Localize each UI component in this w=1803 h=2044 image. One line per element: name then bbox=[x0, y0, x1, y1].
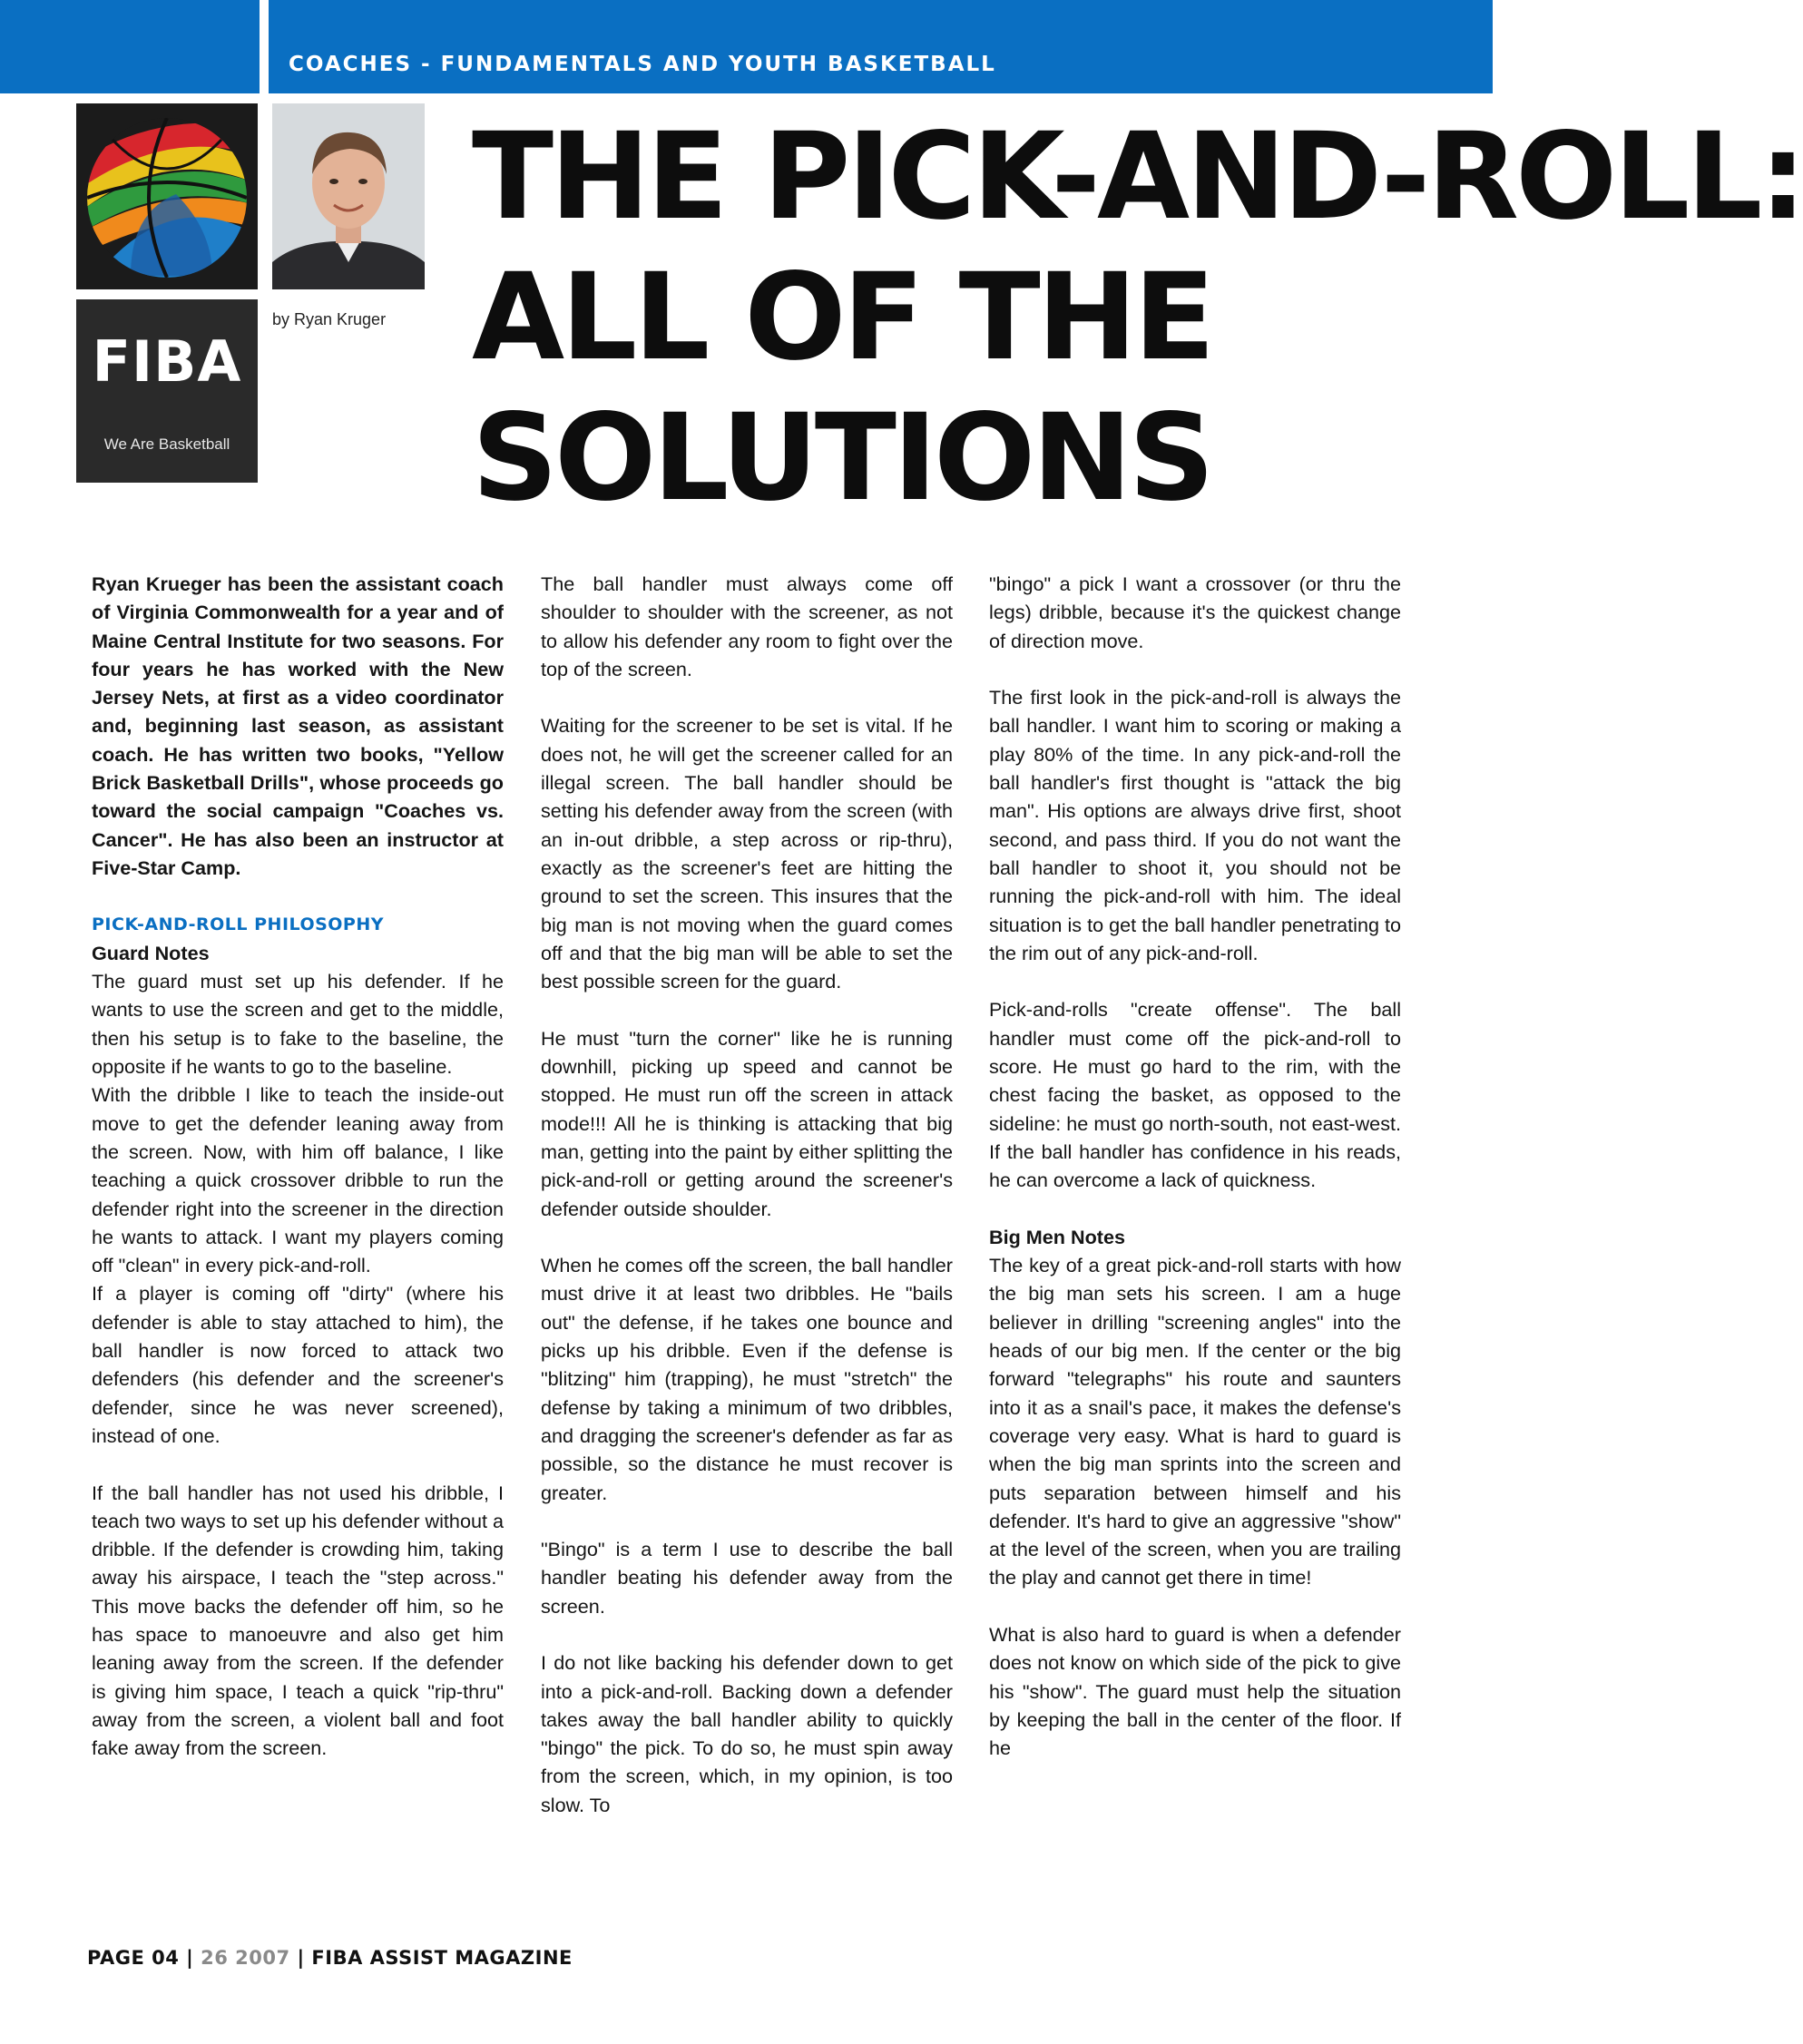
paragraph: Waiting for the screener to be set is vital. If he does not, he will get the screener called for an illegal screen. The ball handler should be setting his defender away from the screen (with an in-out dribble, a step across or rip-thru), exactly as the screener's feet are hitting the ground to set the screen. This insures that the big man is not moving when the guard comes off and that the big man will be able to set the best possible screen for the guard. bbox=[541, 714, 953, 993]
paragraph: Pick-and-rolls "create offense". The ball handler must come off the pick-and-roll to score. He must go hard to the rim, with the chest facing the basket, as opposed to the sideline: he must go north-south, not east-west. If the ball handler has confidence in his reads, he can overcome a lack of quickness. bbox=[989, 998, 1401, 1192]
paragraph: If a player is coming off "dirty" (where his defender is able to stay attached to him), the ball handler is now forced to attack two defenders (his defender and the screener's defender, since he was never screened), instead of one. bbox=[92, 1282, 504, 1447]
author-bio: Ryan Krueger has been the assistant coach of Virginia Commonwealth for a year and of Maine Central Institute for two seasons. For four years he has worked with the New Jersey Nets, at first as a video coordinator and, beginning last season, as assistant coach. He has written two books, "Yellow Brick Basketball Drills", whose proceeds go toward the social campaign "Coaches vs. Cancer". He has also been an instructor at Five-Star Camp. bbox=[92, 572, 504, 879]
header-band bbox=[269, 0, 1493, 93]
paragraph: When he comes off the screen, the ball handler must drive it at least two dribbles. He "bails out" the defense, if he takes one bounce and picks up his dribble. Even if the defense is "blitzing" him (trapping), he must "stretch" the defense by taking a minimum of two dribbles, and dragging the screener's defender as far as possible, so the distance he must recover is greater. bbox=[541, 1254, 953, 1504]
person-portrait-icon bbox=[272, 103, 425, 289]
title-line-1: THE PICK-AND-ROLL: bbox=[472, 107, 1803, 247]
article-column-3 bbox=[989, 570, 1401, 1762]
fiba-logo-box bbox=[76, 299, 258, 483]
fiba-basketball-logo bbox=[76, 103, 258, 289]
page-number: PAGE 04 | bbox=[87, 1947, 194, 1969]
title-line-3: SOLUTIONS bbox=[472, 388, 1211, 528]
page-footer bbox=[87, 1947, 573, 1969]
article-column-2 bbox=[541, 570, 953, 1819]
paragraph: The first look in the pick-and-roll is always the ball handler. I want him to scoring or making a play 80% of the time. In any pick-and-roll the ball handler's first thought is "attack the big man". His options are always drive first, shoot second, and pass third. If you do not want the ball handler to shoot it, you should not be running the pick-and-roll with him. The ideal situation is to get the ball handler penetrating to the rim out of any pick-and-roll. bbox=[989, 686, 1401, 964]
paragraph: He must "turn the corner" like he is running downhill, picking up speed and cannot be stopped. He must run off the screen in attack mode!!! All he is thinking is attacking that big man, getting into the paint by either splitting the pick-and-roll or getting around the screener's defender outside shoulder. bbox=[541, 1026, 953, 1220]
paragraph: I do not like backing his defender down to get into a pick-and-roll. Backing down a defender takes away the ball handler ability to quickly "bingo" the pick. To do so, he must spin away from the screen, which, in my opinion, is too slow. To bbox=[541, 1651, 953, 1816]
article-column-1 bbox=[92, 570, 504, 1762]
paragraph: The guard must set up his defender. If he wants to use the screen and get to the middle, then his setup is to fake to the baseline, the opposite if he wants to go to the baseline. bbox=[92, 970, 504, 1079]
paragraph: The key of a great pick-and-roll starts with how the big man sets his screen. I am a huge believer in drilling "screening angles" into the heads of our big men. If the center or the big forward "telegraphs" his route and saunters into it as a snail's pace, it makes the defense's coverage very easy. What is hard to guard is when the big man sprints into the screen and puts separation between himself and his defender. It's hard to give an aggressive "show" at the level of the screen, when you are trailing the play and cannot get there in time! bbox=[989, 1254, 1401, 1589]
section-label: COACHES - FUNDAMENTALS AND YOUTH BASKETBALL bbox=[289, 53, 996, 76]
title-line-2: ALL OF THE bbox=[472, 248, 1212, 387]
fiba-wordmark: FIBA bbox=[92, 328, 242, 395]
issue-number: 26 2007 bbox=[201, 1947, 290, 1969]
author-byline: by Ryan Kruger bbox=[272, 310, 387, 328]
paragraph: "bingo" a pick I want a crossover (or thru the legs) dribble, because it's the quickest change of direction move. bbox=[989, 572, 1401, 652]
paragraph: The ball handler must always come off shoulder to shoulder with the screener, as not to allow his defender any room to fight over the top of the screen. bbox=[541, 572, 953, 680]
paragraph: With the dribble I like to teach the inside-out move to get the defender leaning away from the screen. Now, with him off balance, I like teaching a quick crossover dribble to run the defender right into the screener in the direction he wants to attack. I want my players coming off "clean" in every pick-and-roll. bbox=[92, 1083, 504, 1277]
author-photo bbox=[272, 103, 425, 289]
paragraph: "Bingo" is a term I use to describe the ball handler beating his defender away from the screen. bbox=[541, 1538, 953, 1618]
basketball-icon bbox=[76, 103, 258, 289]
header-band-left bbox=[0, 0, 260, 93]
fiba-tagline: We Are Basketball bbox=[103, 435, 230, 453]
paragraph: What is also hard to guard is when a defender does not know on which side of the pick to give his "show". The guard must help the situation by keeping the ball in the center of the floor. If he bbox=[989, 1622, 1401, 1760]
section-heading: PICK-AND-ROLL PHILOSOPHY bbox=[92, 914, 385, 934]
paragraph: If the ball handler has not used his dribble, I teach two ways to set up his defender without a dribble. If the defender is crowding him, taking away his airspace, I teach the "step across." This move backs the defender off him, so he has space to manoeuvre and also get him leaning away from the screen. If the defender is giving him space, I teach a quick "rip-thru" away from the screen, a violent ball and foot fake away from the screen. bbox=[92, 1481, 504, 1760]
article-title bbox=[472, 107, 1803, 529]
magazine-name: | FIBA ASSIST MAGAZINE bbox=[297, 1947, 573, 1969]
big-men-notes-heading: Big Men Notes bbox=[989, 1225, 1125, 1248]
guard-notes-heading: Guard Notes bbox=[92, 941, 210, 964]
